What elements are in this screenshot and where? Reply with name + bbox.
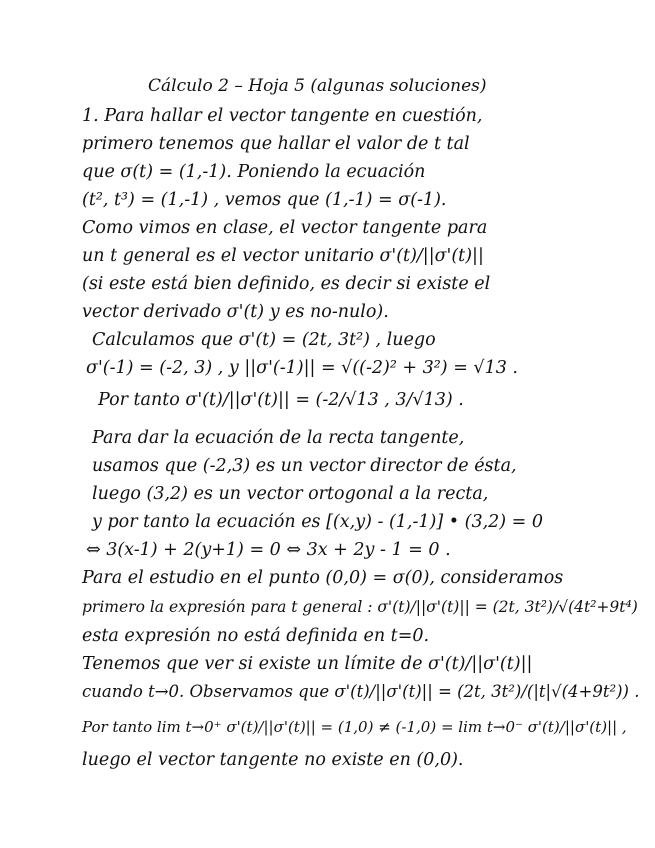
text-line: Tenemos que ver si existe un límite de σ'(t)/||σ'(t)|| bbox=[82, 654, 533, 674]
text-line: Como vimos en clase, el vector tangente para bbox=[82, 218, 488, 238]
text-line: usamos que (-2,3) es un vector director de ésta, bbox=[92, 456, 517, 476]
text-line: Por tanto lim t→0⁺ σ'(t)/||σ'(t)|| = (1,0) ≠ (-1,0) = lim t→0⁻ σ'(t)/||σ'(t)|| , bbox=[82, 718, 627, 736]
text-line: ⇔ 3(x-1) + 2(y+1) = 0 ⇔ 3x + 2y - 1 = 0 . bbox=[86, 540, 451, 560]
text-line: (si este está bien definido, es decir si existe el bbox=[82, 274, 491, 294]
text-line: cuando t→0. Observamos que σ'(t)/||σ'(t)|| = (2t, 3t²)/(|t|√(4+9t²)) . bbox=[82, 682, 640, 701]
text-line: primero la expresión para t general : σ'(t)/||σ'(t)|| = (2t, 3t²)/√(4t²+9t⁴) bbox=[82, 598, 638, 616]
text-line: Para el estudio en el punto (0,0) = σ(0), consideramos bbox=[82, 568, 564, 588]
text-line: (t², t³) = (1,-1) , vemos que (1,-1) = σ(-1). bbox=[82, 190, 447, 210]
text-line: luego (3,2) es un vector ortogonal a la recta, bbox=[92, 484, 489, 504]
text-line: Por tanto σ'(t)/||σ'(t)|| = (-2/√13 , 3/√13) . bbox=[98, 390, 464, 410]
text-line: vector derivado σ'(t) y es no-nulo). bbox=[82, 302, 389, 322]
text-line: luego el vector tangente no existe en (0,0). bbox=[82, 750, 464, 770]
text-line: y por tanto la ecuación es [(x,y) - (1,-1)] • (3,2) = 0 bbox=[92, 512, 544, 532]
text-line: Calculamos que σ'(t) = (2t, 3t²) , luego bbox=[92, 330, 436, 350]
text-line: σ'(-1) = (-2, 3) , y ||σ'(-1)|| = √((-2)² + 3²) = √13 . bbox=[86, 358, 518, 378]
text-line: 1. Para hallar el vector tangente en cuestión, bbox=[82, 106, 483, 126]
page-title: Cálculo 2 – Hoja 5 (algunas soluciones) bbox=[148, 76, 487, 96]
text-line: un t general es el vector unitario σ'(t)/||σ'(t)|| bbox=[82, 246, 484, 266]
text-line: primero tenemos que hallar el valor de t tal bbox=[82, 134, 470, 154]
text-line: que σ(t) = (1,-1). Poniendo la ecuación bbox=[82, 162, 426, 182]
text-line: esta expresión no está definida en t=0. bbox=[82, 626, 430, 646]
text-line: Para dar la ecuación de la recta tangente, bbox=[92, 428, 465, 448]
